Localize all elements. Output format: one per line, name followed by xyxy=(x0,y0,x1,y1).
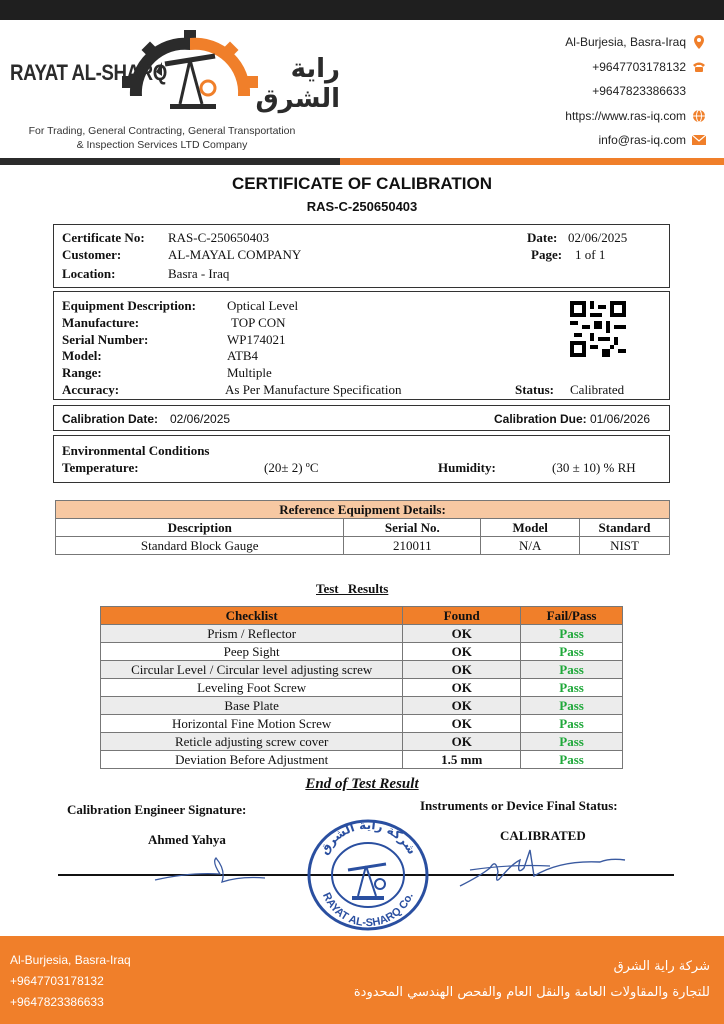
reference-title: Reference Equipment Details: xyxy=(56,501,670,519)
table-row xyxy=(101,733,623,751)
reference-equipment-table xyxy=(55,500,670,555)
pass-status: Pass xyxy=(521,679,623,697)
header-phone-2[interactable]: +9647823386633 xyxy=(592,84,686,99)
header-address: Al-Burjesia, Basra-Iraq xyxy=(565,35,686,50)
pass-status: Pass xyxy=(521,697,623,715)
table-row: Standard Block Gauge 210011 N/A NIST xyxy=(56,537,670,555)
footer-tagline-ar: للتجارة والمقاولات العامة والنقل العام والفحص الهندسي المحدودة xyxy=(353,985,710,1000)
equipment-status: Calibrated xyxy=(570,382,625,397)
checklist-item: Base Plate xyxy=(101,697,403,715)
engineer-signature xyxy=(150,850,270,890)
calibration-date: 02/06/2025 xyxy=(170,412,231,426)
footer-address: Al-Burjesia, Basra-Iraq xyxy=(10,953,131,967)
results-col-failpass: Fail/Pass xyxy=(521,607,623,625)
engineer-signature-label: Calibration Engineer Signature: xyxy=(67,802,247,817)
location-pin-icon xyxy=(692,35,706,49)
checklist-item: Peep Sight xyxy=(101,643,403,661)
qr-code-icon xyxy=(570,301,626,357)
table-row xyxy=(101,751,623,769)
pass-status: Pass xyxy=(521,661,623,679)
environment-title: Environmental Conditions xyxy=(62,443,210,458)
final-status-value: CALIBRATED xyxy=(500,828,586,843)
pass-status: Pass xyxy=(521,715,623,733)
test-results-table xyxy=(100,606,623,769)
range: Multiple xyxy=(227,365,272,380)
checklist-item: Prism / Reflector xyxy=(101,625,403,643)
header-phone-1[interactable]: +9647703178132 xyxy=(592,59,686,74)
results-col-found: Found xyxy=(403,607,521,625)
phone-icon xyxy=(692,60,706,74)
certificate-info-box: Certificate No: RAS-C-250650403 Customer: AL-MAYAL COMPANY Location: Basra - Iraq Date: 02/06/2025 Page: 1 of 1 xyxy=(53,224,670,288)
pass-status: Pass xyxy=(521,643,623,661)
svg-text:شركة راية الشرق: شركة راية الشرق xyxy=(316,818,420,857)
ref-col-serial: Serial No. xyxy=(344,519,481,537)
header-divider-dark xyxy=(0,158,340,165)
certificate-date: 02/06/2025 xyxy=(568,230,628,245)
manufacture: TOP CON xyxy=(231,315,286,330)
calibration-due-date: 01/06/2026 xyxy=(590,412,651,426)
checklist-item: Circular Level / Circular level adjusting screw xyxy=(101,661,403,679)
certificate-number: RAS-C-250650403 xyxy=(168,230,270,245)
header-website[interactable]: https://www.ras-iq.com xyxy=(565,108,686,123)
logo-name-en: RAYAT AL-SHARQ xyxy=(10,60,167,85)
found-value: OK xyxy=(403,625,521,643)
checklist-item: Leveling Foot Screw xyxy=(101,679,403,697)
globe-icon xyxy=(692,109,706,123)
final-status-label: Instruments or Device Final Status: xyxy=(420,798,618,813)
checklist-item: Reticle adjusting screw cover xyxy=(101,733,403,751)
top-bar xyxy=(0,0,724,20)
found-value: OK xyxy=(403,697,521,715)
checklist-item: Horizontal Fine Motion Screw xyxy=(101,715,403,733)
model: ATB4 xyxy=(227,348,259,363)
ref-col-model: Model xyxy=(481,519,580,537)
temperature-value: (20± 2) ºC xyxy=(264,460,319,475)
company-stamp xyxy=(306,818,430,932)
footer-phone-1[interactable]: +9647703178132 xyxy=(10,974,104,988)
pass-status: Pass xyxy=(521,733,623,751)
found-value: OK xyxy=(403,715,521,733)
table-row xyxy=(101,697,623,715)
found-value: OK xyxy=(403,733,521,751)
header-contact xyxy=(565,30,706,153)
page-number: 1 of 1 xyxy=(575,247,606,262)
table-row xyxy=(101,715,623,733)
calibration-dates-box: Calibration Date: 02/06/2025 Calibration Due: 01/06/2026 xyxy=(53,405,670,431)
customer-name: AL-MAYAL COMPANY xyxy=(168,247,302,262)
table-row xyxy=(101,643,623,661)
equipment-description: Optical Level xyxy=(227,298,299,313)
company-tagline: For Trading, General Contracting, General Transportation & Inspection Services LTD Company xyxy=(28,125,296,151)
found-value: 1.5 mm xyxy=(403,751,521,769)
humidity-value: (30 ± 10) % RH xyxy=(552,460,636,475)
footer-phone-2[interactable]: +9647823386633 xyxy=(10,995,104,1009)
logo-name-ar: راية الشرق xyxy=(255,54,340,114)
results-col-checklist: Checklist xyxy=(101,607,403,625)
table-row xyxy=(101,679,623,697)
table-row xyxy=(101,625,623,643)
test-results-title: Test Results xyxy=(316,581,389,596)
checklist-item: Deviation Before Adjustment xyxy=(101,751,403,769)
footer xyxy=(0,936,724,1024)
header-email[interactable]: info@ras-iq.com xyxy=(598,133,686,148)
found-value: OK xyxy=(403,661,521,679)
header-divider-orange xyxy=(340,158,724,165)
end-of-test-result: End of Test Result xyxy=(305,776,419,792)
footer-company-ar: شركة راية الشرق xyxy=(613,959,710,974)
pass-status: Pass xyxy=(521,751,623,769)
final-signature xyxy=(450,846,630,896)
company-logo xyxy=(10,26,340,151)
certificate-title: CERTIFICATE OF CALIBRATION xyxy=(231,174,492,193)
table-row xyxy=(101,661,623,679)
found-value: OK xyxy=(403,643,521,661)
ref-col-standard: Standard xyxy=(580,519,670,537)
serial-number: WP174021 xyxy=(227,332,286,347)
environment-box: Environmental Conditions Temperature: (20± 2) ºC Humidity: (30 ± 10) % RH xyxy=(53,435,670,483)
accuracy: As Per Manufacture Specification xyxy=(225,382,402,397)
engineer-name: Ahmed Yahya xyxy=(148,832,226,847)
equipment-box: Equipment Description: Optical Level Manufacture: TOP CON Serial Number: WP174021 Model: ATB4 Range: Multiple Accuracy: As Per Manufacture Specification Status: Calibrated xyxy=(53,291,670,400)
location: Basra - Iraq xyxy=(168,266,230,281)
pass-status: Pass xyxy=(521,625,623,643)
certificate-code: RAS-C-250650403 xyxy=(306,199,418,214)
mail-icon xyxy=(692,133,706,147)
ref-col-description: Description xyxy=(56,519,344,537)
svg-text:RAYAT AL-SHARQ Co.: RAYAT AL-SHARQ Co. xyxy=(320,890,416,930)
found-value: OK xyxy=(403,679,521,697)
